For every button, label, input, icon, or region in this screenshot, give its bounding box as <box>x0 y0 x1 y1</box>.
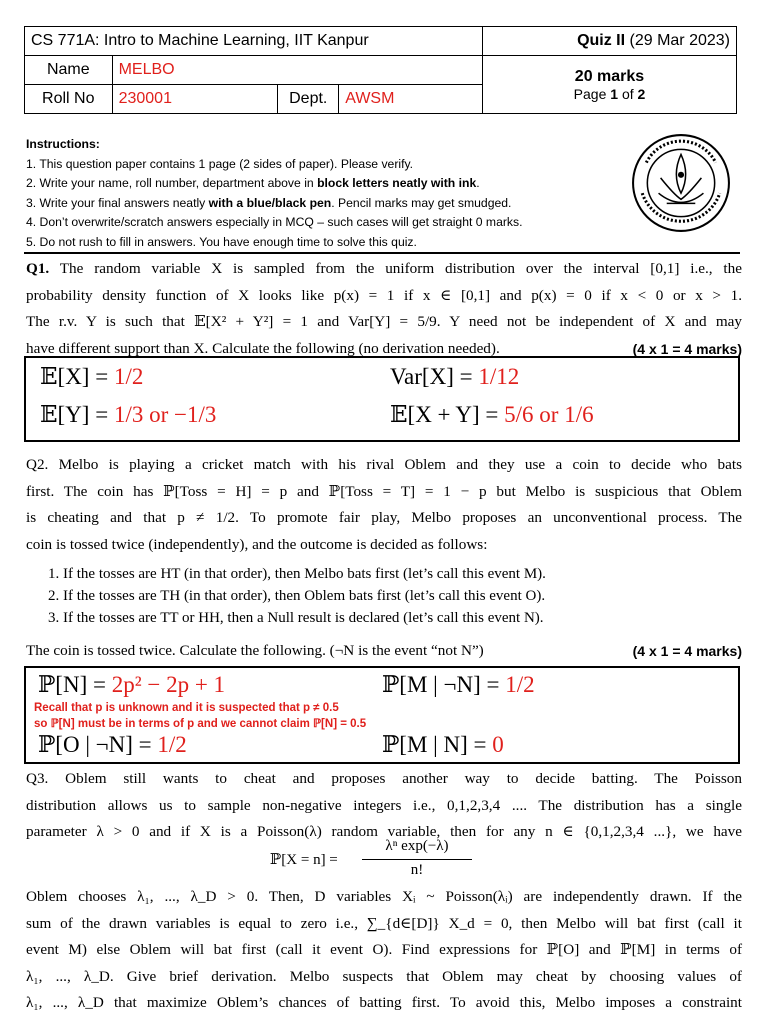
q1-line-4: have different support than X. Calculate the following (no derivation needed). (4 x 1 = 4 marks) <box>26 339 742 357</box>
formula-bar <box>362 859 472 860</box>
q3-line-2: distribution allows us to sample non-negative integers i.e., 0,1,2,3,4 .... The distribution has a single <box>26 796 742 814</box>
header-table <box>24 26 737 114</box>
q1-answer-exy: 𝔼[X + Y] = 5/6 or 1/6 <box>390 402 594 427</box>
quiz-title: Quiz II (29 Mar 2023) <box>483 27 737 56</box>
q3-line-3: parameter λ > 0 and if X is a Poisson(λ) random variable, then for any n ∈ {0,1,2,3,4 ...}, we have <box>26 823 742 840</box>
page-number: Page 1 of 2 <box>573 85 646 102</box>
q2-note-2: so ℙ[N] must be in terms of p and we cannot claim ℙ[N] = 0.5 <box>34 718 367 730</box>
course-title: CS 771A: Intro to Machine Learning, IIT Kanpur <box>25 27 483 56</box>
q2-line-2: first. The coin has ℙ[Toss = H] = p and ℙ[Toss = T] = 1 − p but Melbo is suspicious that Oblem <box>26 482 742 500</box>
q2-answer-box <box>24 666 740 764</box>
roll-value: 230001 <box>112 85 278 114</box>
list-item: 3. If the tosses are TT or HH, then a Null result is declared (let’s call this event N). <box>48 610 544 626</box>
poisson-formula <box>270 838 490 882</box>
q2-answer-pm-n: ℙ[M | N] = 0 <box>382 732 504 757</box>
formula-lhs: ℙ[X = n] = <box>270 852 338 868</box>
q2-line-4: coin is tossed twice (independently), and the outcome is decided as follows: <box>26 535 488 553</box>
q1-line-1: Q1. The random variable X is sampled from the uniform distribution over the interval [0,1] i.e., the <box>26 260 742 277</box>
marks-cell <box>483 56 737 114</box>
instruction-3: 3. Write your final answers neatly with a blue/black pen. Pencil marks may get smudged. <box>26 195 512 210</box>
q2-marks: (4 x 1 = 4 marks) <box>632 643 742 659</box>
dept-cell <box>278 85 483 114</box>
q1-line-3: The r.v. Y is such that 𝔼[X² + Y²] = 1 and Var[Y] = 5/9. Y need not be independent of X and may <box>26 313 742 330</box>
institute-seal-icon <box>630 132 732 234</box>
q3-text-continued <box>26 884 742 1017</box>
q2-rules-list <box>48 563 546 629</box>
q3-line-8: λ₁, ..., λ_D that maximize Oblem’s chances of batting first. To avoid this, Melbo imposes a constraint <box>26 994 742 1011</box>
instructions <box>26 135 522 252</box>
q2-answer-pm-notn: ℙ[M | ¬N] = 1/2 <box>382 672 535 697</box>
dept-value: AWSM <box>345 90 395 107</box>
q2-note-1: Recall that p is unknown and it is suspected that p ≠ 0.5 <box>34 702 339 714</box>
q3-text <box>26 766 742 846</box>
formula-numerator: λⁿ exp(−λ) <box>385 838 449 854</box>
q2-line-3: is cheating and that p ≠ 1/2. To promote fair play, Melbo proposes an unconventional process. The <box>26 509 742 526</box>
instructions-title: Instructions: <box>26 137 100 151</box>
q2-text <box>26 452 742 558</box>
q1-answer-varx: Var[X] = 1/12 <box>390 364 520 389</box>
list-item: 2. If the tosses are TH (in that order), then Oblem bats first (let’s call this event O). <box>48 588 546 604</box>
q2-prompt: The coin is tossed twice. Calculate the following. (¬N is the event “not N”) (4 x 1 = 4 marks) <box>26 638 742 665</box>
q3-line-1: Q3. Oblem still wants to cheat and proposes another way to decide batting. The Poisson <box>26 770 742 787</box>
q1-answer-box <box>24 356 740 442</box>
q2-line-1: Q2. Melbo is playing a cricket match with his rival Oblem and they use a coin to decide who bats <box>26 456 742 473</box>
q1-answer-ex: 𝔼[X] = 1/2 <box>40 364 144 389</box>
list-item: 1. If the tosses are HT (in that order), then Melbo bats first (let’s call this event M). <box>48 566 546 582</box>
q1-answer-ey: 𝔼[Y] = 1/3 or −1/3 <box>40 402 217 427</box>
q2-answer-po-notn: ℙ[O | ¬N] = 1/2 <box>38 732 187 757</box>
q1-text <box>26 256 742 362</box>
q3-line-4: Oblem chooses λ₁, ..., λ_D > 0. Then, D variables Xᵢ ~ Poisson(λᵢ) are independently drawn. If the <box>26 888 742 905</box>
total-marks: 20 marks <box>574 67 645 85</box>
q3-line-6: event M) else Oblem will bat first (call it event O). Find expressions for ℙ[O] and ℙ[M] in terms of <box>26 941 742 958</box>
q3-line-7: λ₁, ..., λ_D. Give brief derivation. Melbo suspects that Oblem may cheat by choosing values of <box>26 967 742 985</box>
q3-line-5: sum of the drawn variables is equal to zero i.e., ∑_{d∈[D]} X_d = 0, then Melbo will bat first (call it <box>26 914 742 932</box>
formula-denominator: n! <box>410 862 424 878</box>
divider <box>24 252 740 254</box>
q1-line-2: probability density function of X looks like p(x) = 1 if x ∈ [0,1] and p(x) = 0 if x < 0 or x > 1. <box>26 286 742 304</box>
roll-label: Roll No <box>25 85 113 114</box>
name-value: MELBO <box>112 56 482 85</box>
dept-label: Dept. <box>278 85 339 113</box>
instruction-2: 2. Write your name, roll number, department above in block letters neatly with ink. <box>26 176 480 190</box>
instruction-4: 4. Don’t overwrite/scratch answers especially in MCQ – such cases will get straight 0 marks. <box>26 215 523 229</box>
instruction-5: 5. Do not rush to fill in answers. You have enough time to solve this quiz. <box>26 234 417 249</box>
name-label: Name <box>25 56 113 85</box>
instruction-1: 1. This question paper contains 1 page (2 sides of paper). Please verify. <box>26 156 414 171</box>
q2-answer-pn: ℙ[N] = 2p² − 2p + 1 <box>38 672 226 697</box>
